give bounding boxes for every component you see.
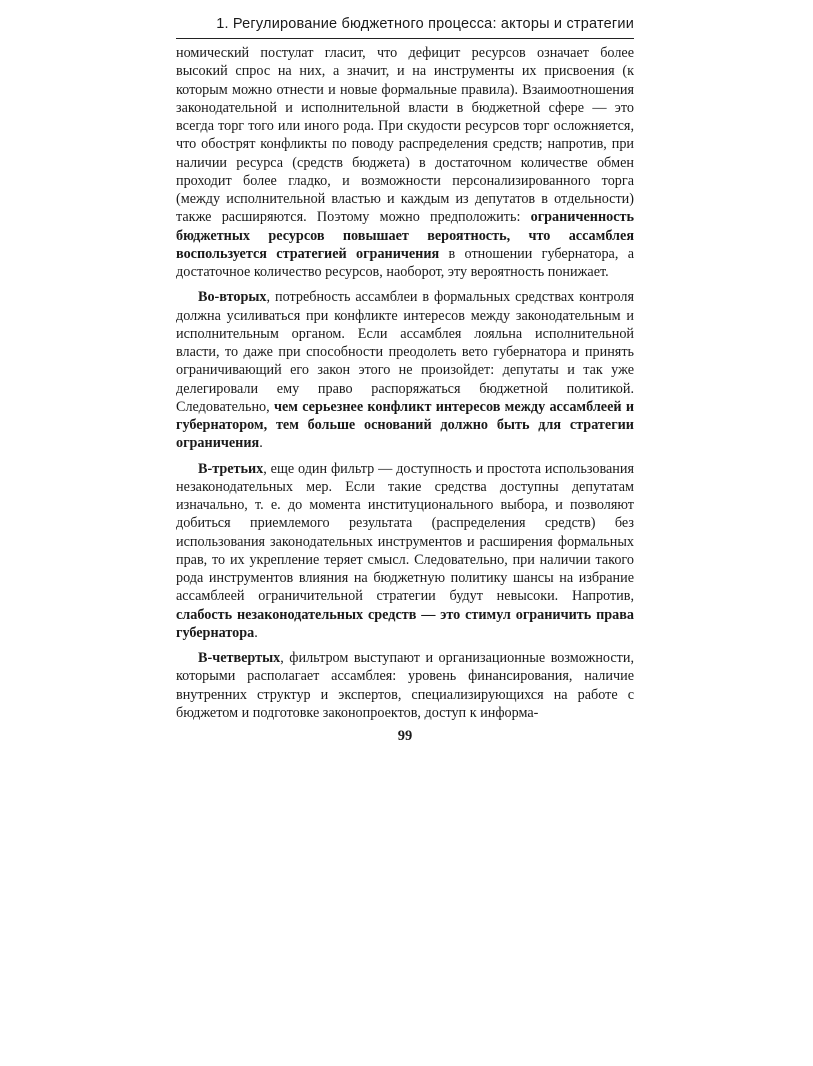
emphasis-run: чем серьезнее конфликт интересов между ассамблеей и губернатором, тем больше оснований должно быть для стратегии ограничения	[176, 398, 634, 452]
emphasis-run: слабость незаконодательных средств — это стимул ограничить права губернатора	[176, 606, 634, 641]
paragraph	[176, 649, 634, 722]
text-run: номический постулат гласит, что дефицит ресурсов означает более высокий спрос на них, а значит, и на инструменты их присвоения (к которым можно отнести и новые формальные правила). Взаимоотношения законодательной и исполнительной власти в бюджетной сфере — это всегда торг того или иного рода. При скудости ресурсов торг осложняется, что обострят конфликты по поводу распределения средств; напротив, при наличии ресурса (средств бюджета) в достаточном количестве обмен проходит более гладко, и возможности персонализированного торга (между исполнительной властью и каждым из депутатов в отдельности) также расширяются. Поэтому можно предположить:	[176, 45, 634, 226]
text-run: в отношении губернатора, а достаточное количество ресурсов, наоборот, эту вероятность понижает.	[176, 245, 634, 280]
paragraph	[176, 44, 634, 281]
running-header: 1. Регулирование бюджетного процесса: акторы и стратегии	[176, 16, 634, 39]
text-run: , фильтром выступают и организационные возможности, которыми располагает ассамблея: уровень финансирования, наличие внутренних структур и экспертов, специализирующихся на работе с бюджетом и подготовке законопроектов, доступ к информа-	[176, 650, 634, 721]
text-run: .	[254, 624, 258, 641]
paragraph	[176, 460, 634, 643]
emphasis-run: В-третьих	[198, 460, 264, 477]
emphasis-run: ограниченность бюджетных ресурсов повышает вероятность, что ассамблея воспользуется стратегией ограничения	[176, 209, 634, 262]
text-run: .	[259, 435, 263, 452]
page-number: 99	[397, 728, 413, 744]
paragraph	[176, 288, 634, 452]
emphasis-run: Во-вторых	[198, 289, 267, 306]
text-run: , еще один фильтр — доступность и простота использования незаконодательных мер. Если такие средства доступны депутатам изначально, т. е. до момента институционального выбора, и позволяют добиться приемлемого результата (распределения средств) без использования законодательных инструментов и расширения формальных прав, то их укрепление теряет смысл. Следовательно, при наличии такого рода инструментов влияния на бюджетную политику шансы на избрание ассамблеей ограничительной стратегии будут невысоки. Напротив,	[176, 460, 634, 605]
emphasis-run: В-четвертых	[198, 650, 281, 666]
text-run: , потребность ассамблеи в формальных средствах контроля должна усиливаться при конфликте интересов между законодательным и исполнительным органом. Если ассамблея лояльна исполнительной власти, то даже при способности преодолеть вето губернатора и принять ограничивающий его закон этого не произойдет: депутаты и так уже делегировали ему право распоряжаться бюджетной политикой. Следовательно,	[176, 289, 634, 415]
body-text	[176, 44, 634, 729]
